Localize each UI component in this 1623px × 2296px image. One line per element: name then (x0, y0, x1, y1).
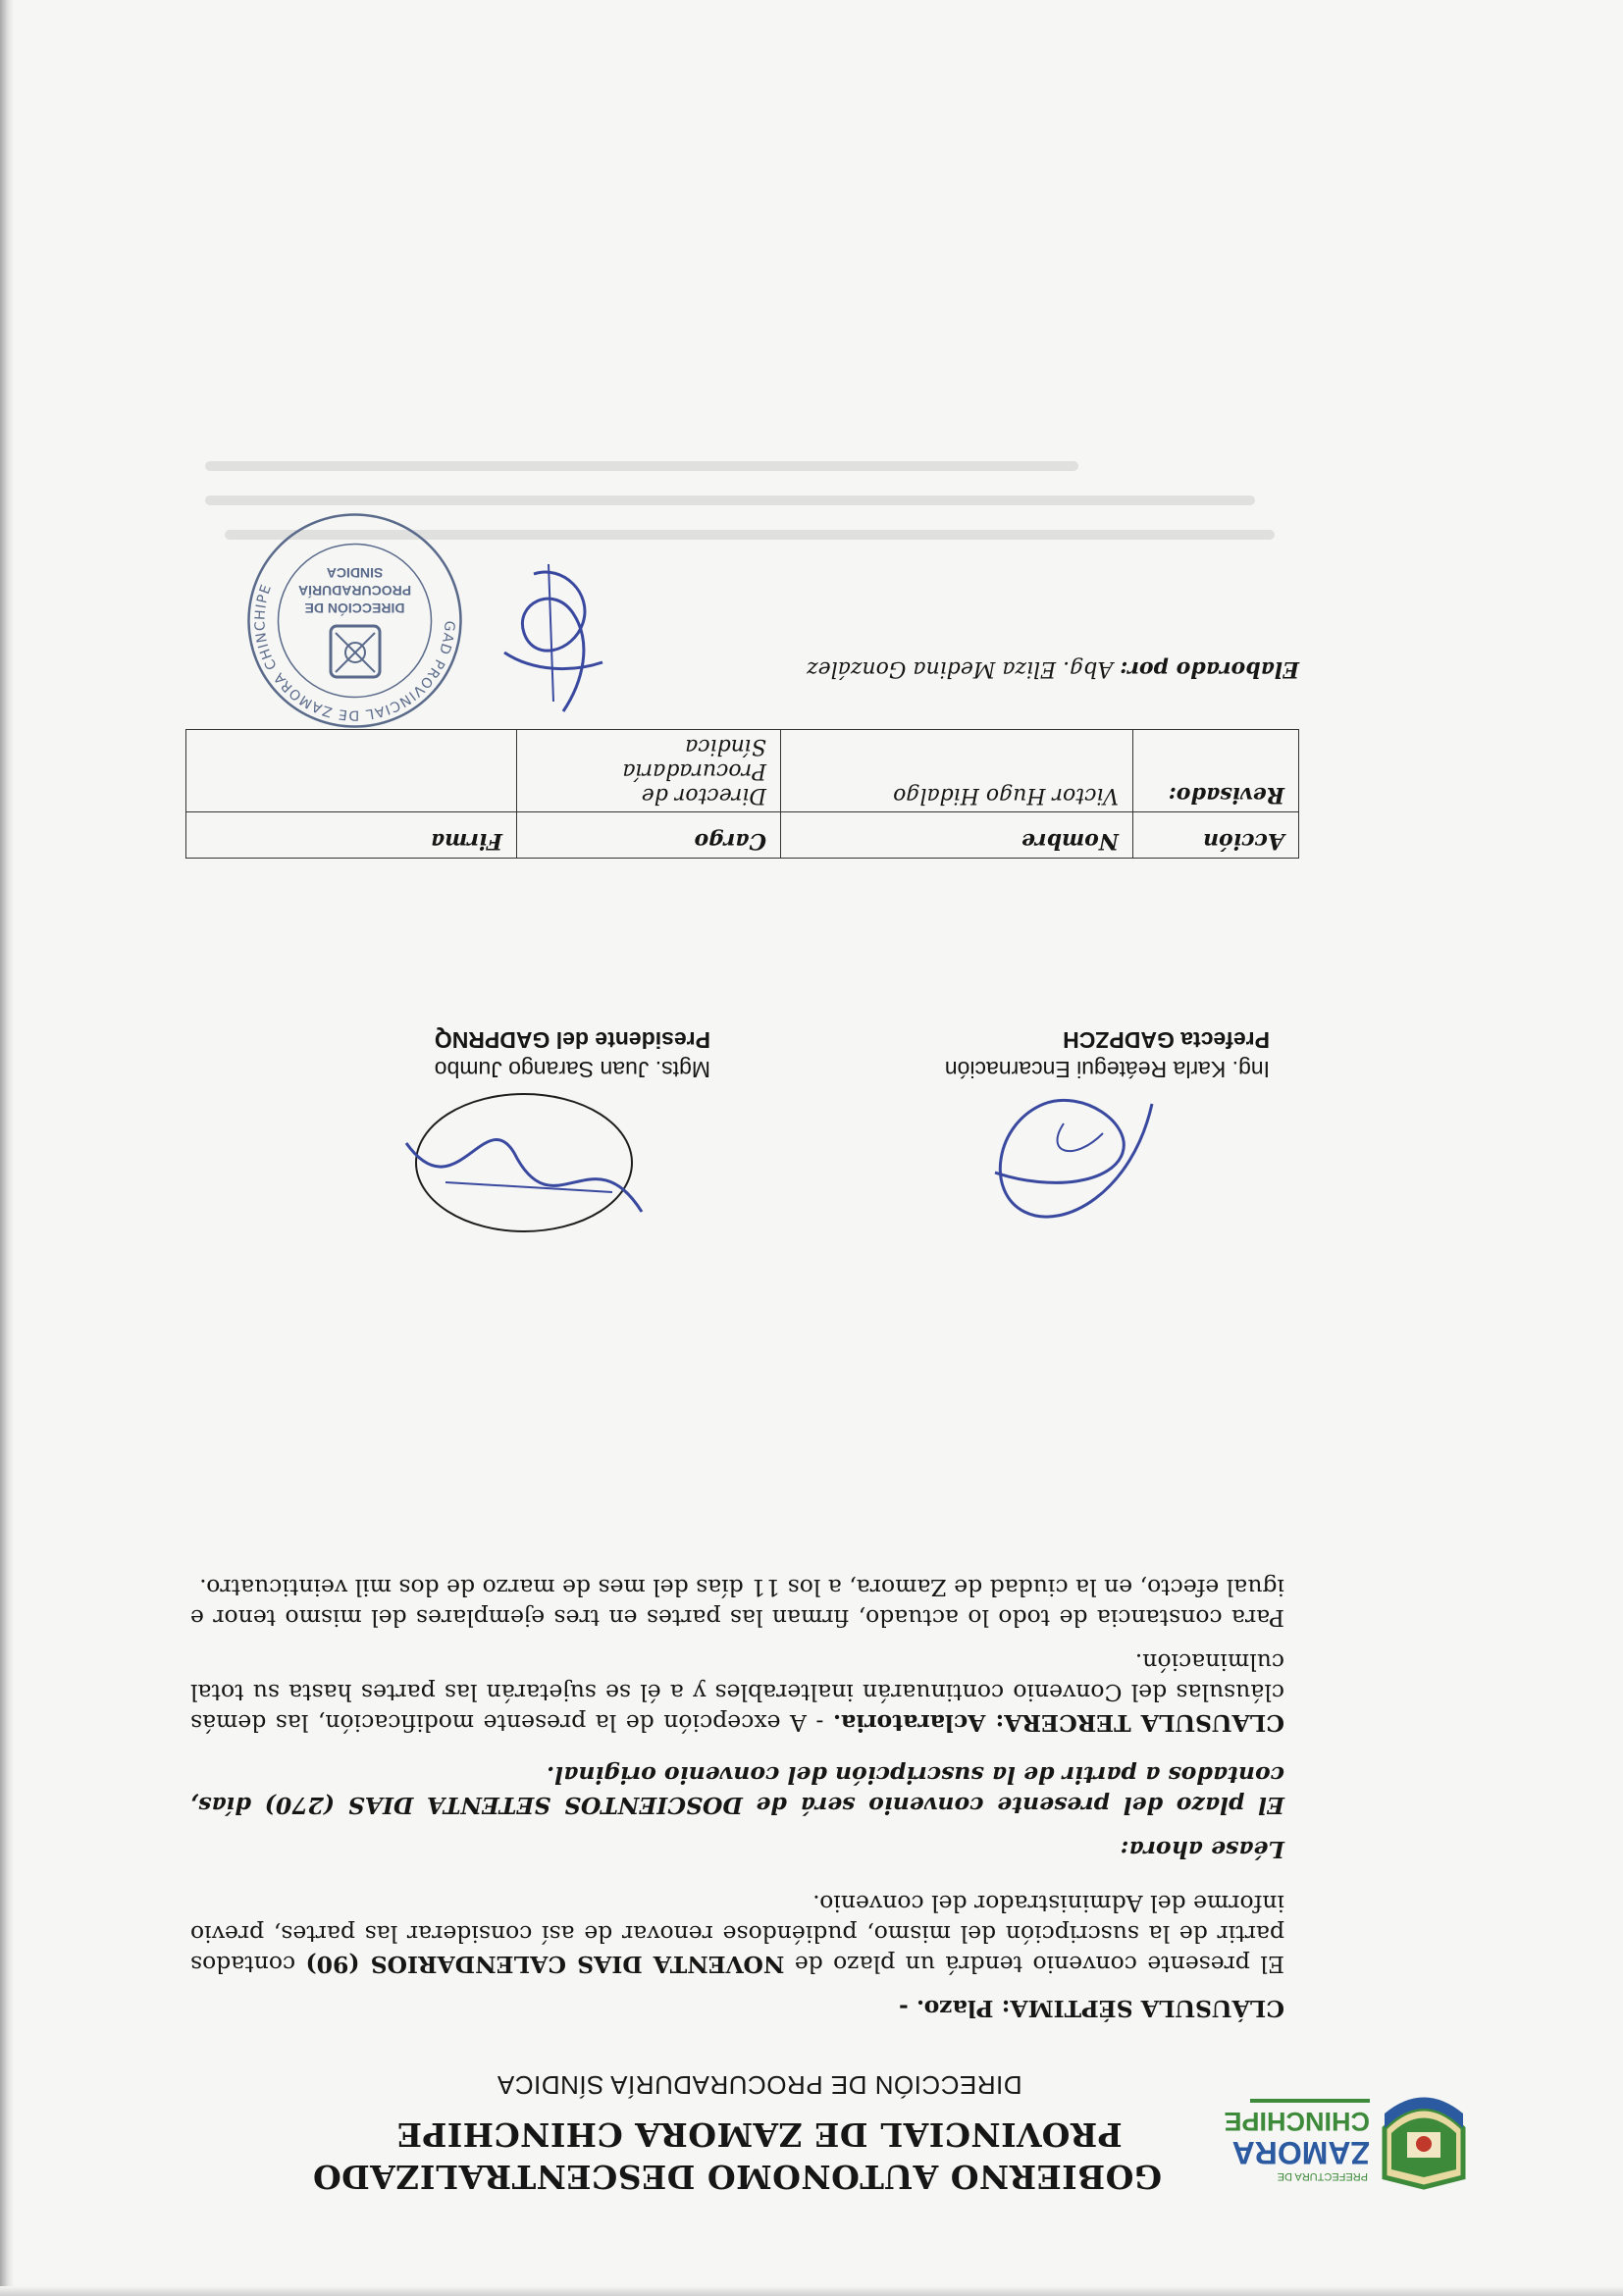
official-seal (244, 510, 465, 731)
organization-title (312, 2113, 1162, 2198)
cell-role-line-2: Procuradaría (622, 758, 766, 783)
review-table-header-row (186, 812, 1299, 859)
seal-inner-line-3: SINDICA (326, 565, 384, 581)
elaborated-label: Elaborado por: (1120, 656, 1299, 682)
read-now-text-start: El plazo del presente convenio será de (742, 1792, 1284, 1819)
seal-emblem-icon (331, 626, 380, 677)
signatories (190, 996, 1299, 1084)
reviewer-signature (485, 554, 622, 721)
cell-role-line-3: Síndica (685, 734, 766, 758)
document-body (190, 1558, 1284, 2023)
department-title: DIRECCIÓN DE PROCURADURÍA SÍNDICA (497, 2070, 1022, 2100)
cell-action: Revisado: (1133, 730, 1299, 812)
signer-presidente (298, 1025, 710, 1084)
elaborated-value: Abg. Eliza Medina González (807, 656, 1121, 681)
org-title-line-1: GOBIERNO AUTONOMO DESCENTRALIZADO (312, 2158, 1162, 2196)
cell-name: Victor Hugo Hidalgo (781, 730, 1133, 812)
clause-seventh-text-end: contados partir de la suscripción del mismo, pudiéndose renovar de así considerar las partes, previo informe del Administrador del convenio. (190, 1890, 1284, 1978)
table-row (186, 730, 1299, 812)
handwritten-signature-prefecta (936, 1084, 1191, 1251)
read-now-term: DOSCIENTOS SETENTA DIAS (270) (264, 1792, 743, 1819)
org-title-line-2: PROVINCIAL DE ZAMORA CHINCHIPE (396, 2115, 1123, 2154)
handwritten-signature-presidente (377, 1084, 671, 1251)
signer-prefecta (858, 1025, 1270, 1084)
clause-seventh-text (190, 1888, 1284, 1979)
signer-left-role: Prefecta GADPZCH (1063, 1027, 1270, 1053)
prefectura-logo (1224, 2085, 1476, 2193)
signer-left-name: Ing. Karla Reátegui Encarnación (944, 1057, 1270, 1082)
review-table (185, 729, 1299, 859)
seal-inner-line-2: PROCURADURÍA (297, 583, 412, 599)
page-shadow-edge (0, 0, 14, 2296)
logo-small-caption: PREFECTURA DE (1277, 2170, 1368, 2182)
header-accion: Acción (1133, 812, 1299, 859)
logo-caption-zamora: ZAMORA (1231, 2135, 1370, 2170)
clause-seventh-text-start: El presente convenio tendrá un plazo de (784, 1951, 1284, 1978)
clause-third-heading: CLAUSULA TERCERA: Aclaratoria. (832, 1709, 1284, 1737)
clause-seventh-term: NOVENTA DIAS CALENDARIOS (90) (305, 1951, 785, 1978)
logo-caption-chinchipe: CHINCHIPE (1224, 2107, 1370, 2136)
header-cargo: Cargo (517, 812, 781, 859)
cell-signature (186, 730, 517, 812)
read-now-text (190, 1759, 1284, 1820)
cell-role-line-1: Director de (641, 783, 766, 808)
header-nombre: Nombre (781, 812, 1133, 859)
closing-paragraph: Para constancia de todo lo actuado, firman las partes en tres ejemplares del mismo tenor e igual efecto, en la ciudad de Zamora, a los 11 días del mes de marzo de dos mil veinticuatro. (190, 1574, 1284, 1632)
clause-third-text: - A excepción de la presente modificación, las demás cláusulas del Convenio continuarán inalterables y a él se sujetarán las partes hasta su total culminación. (190, 1648, 1284, 1737)
seal-outer-text: GAD PROVINCIAL DE ZAMORA CHINCHIPE (252, 582, 457, 723)
read-now-text-end: días, contados a partir de la suscripción del convenio original. (190, 1761, 1284, 1819)
signer-right-role: Presidente del GADPRNQ (434, 1027, 710, 1053)
seal-inner-line-1: DIRECCIÓN DE (304, 600, 405, 616)
clause-seventh-heading: CLÁUSULA SÉPTIMA: Plazo. - (898, 1995, 1284, 2022)
page-top-edge (0, 2286, 1623, 2296)
read-now-label: Léase ahora: (1120, 1836, 1284, 1863)
signer-right-name: Mgts. Juan Sarango Jumbo (434, 1057, 710, 1082)
clause-third (190, 1646, 1284, 1738)
cell-role (517, 730, 781, 812)
header-firma: Firma (186, 812, 517, 859)
